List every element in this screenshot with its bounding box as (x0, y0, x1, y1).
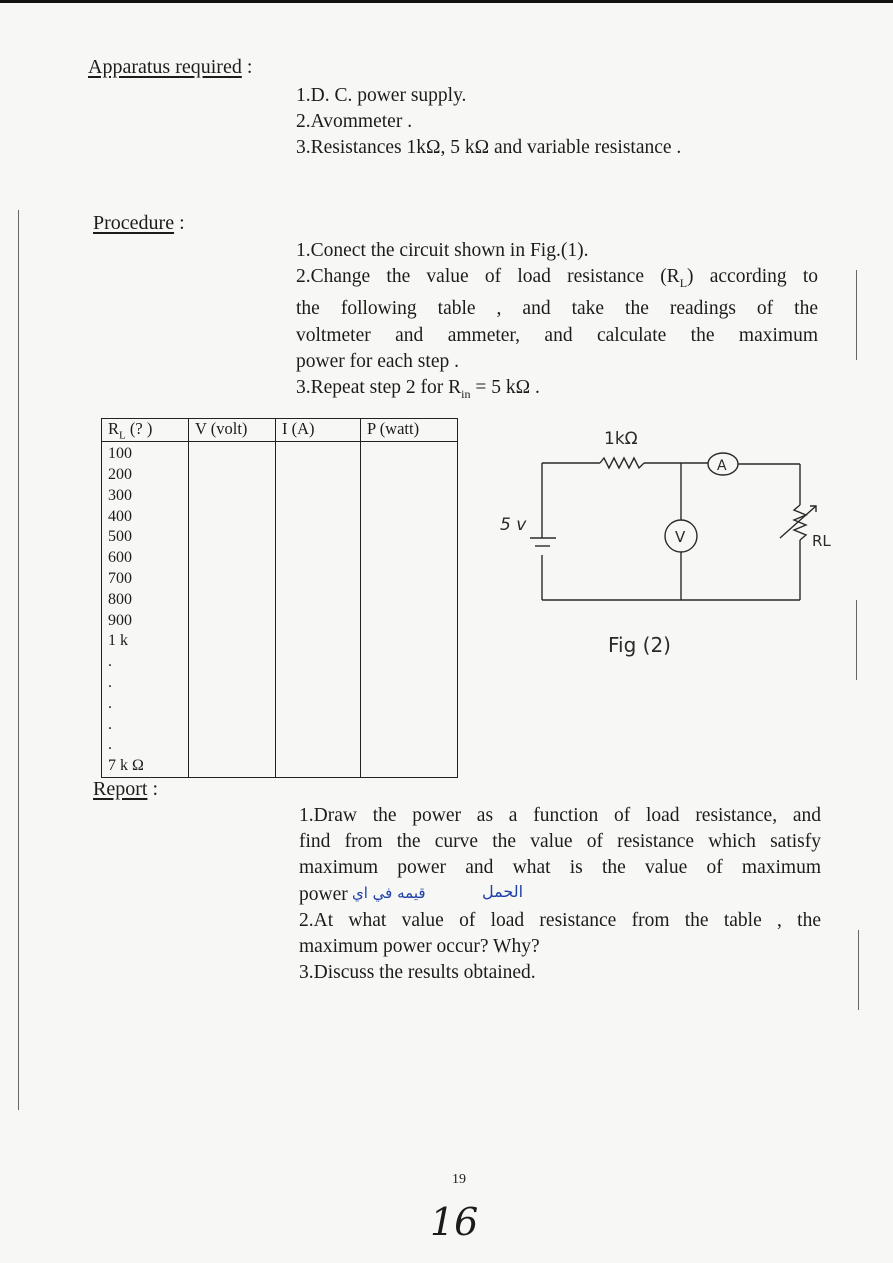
rl-column-header: $R_L$ (? ) (102, 419, 189, 442)
top-border (0, 0, 893, 3)
apparatus-list (296, 83, 681, 162)
rl-value: 800 (108, 590, 132, 608)
variable-arrow (780, 506, 816, 538)
voltage-column-header: V (volt) (189, 419, 276, 442)
handwritten-note-2: الحمل (482, 882, 524, 901)
apparatus-item: 2.Avommeter . (296, 111, 413, 133)
apparatus-item: 1.D. C. power supply. (296, 85, 467, 106)
right-scan-mark (856, 270, 857, 360)
power-column-header: P (watt) (361, 419, 458, 442)
rl-value: 700 (108, 570, 132, 588)
rl-value: 100 (108, 445, 132, 463)
rl-value: 400 (108, 507, 132, 525)
voltage-readings-cell[interactable] (189, 442, 276, 778)
resistor-1k-symbol (600, 458, 644, 468)
source-label: 5 v (500, 515, 527, 535)
rl-values-cell (102, 442, 189, 778)
ammeter-label: A (717, 458, 727, 474)
rl-value: 300 (108, 486, 132, 504)
rl-values-list (108, 442, 182, 777)
procedure-step-2-line: voltmeter and ammeter, and calculate the maximum (296, 324, 818, 346)
rl-value: 900 (108, 611, 132, 629)
right-scan-mark (858, 930, 859, 1010)
procedure-step-2-line: the following table , and take the readings of the (296, 298, 818, 320)
circuit-diagram (480, 420, 860, 670)
rl-value: . (108, 736, 112, 754)
apparatus-item: 3.Resistances 1kΩ, 5 kΩ and variable resistance . (296, 137, 682, 159)
rl-value: . (108, 653, 112, 671)
procedure-step-2-line: power for each step . (296, 350, 459, 372)
procedure-step-3: 3.Repeat step 2 for $R_{in} = 5$ kΩ . (296, 376, 540, 401)
rl-value: 600 (108, 549, 132, 567)
page-number: 19 (452, 1172, 466, 1187)
rl-value: 500 (108, 528, 132, 546)
resistor-1k-label: 1kΩ (604, 429, 638, 449)
report-item-1-line: maximum power and what is the value of maximum (299, 857, 821, 879)
rl-value: 1 k (108, 632, 128, 650)
rl-value: 200 (108, 466, 132, 484)
power-readings-cell[interactable] (361, 442, 458, 778)
apparatus-heading: Apparatus required : (88, 56, 253, 78)
current-column-header: I (A) (276, 419, 361, 442)
report-item-1: 1.Draw the power as a function of load resistance, and (299, 805, 821, 826)
current-readings-cell[interactable] (276, 442, 361, 778)
rl-value: . (108, 674, 112, 692)
report-heading: Report : (93, 778, 158, 800)
report-item-1-line: power (299, 883, 348, 905)
left-scan-edge (18, 210, 19, 1110)
readings-table (101, 418, 458, 778)
procedure-step-2: 2.Change the value of load resistance $(R_L)$ according to (296, 266, 819, 291)
load-label: RL (812, 532, 831, 550)
handwritten-page-number: 16 (430, 1200, 479, 1244)
report-item-2-line: maximum power occur? Why? (299, 936, 540, 958)
rl-value: . (108, 715, 112, 733)
handwritten-note-1: قيمه في اي (352, 884, 426, 902)
report-item-1-line: find from the curve the value of resistance which satisfy (299, 831, 821, 853)
procedure-text (296, 238, 818, 407)
report-item-3: 3.Discuss the results obtained. (299, 962, 536, 984)
voltmeter-label: V (675, 528, 686, 546)
rl-value: 7 k Ω (108, 757, 144, 775)
load-resistor-symbol (794, 505, 806, 540)
figure-caption: Fig (2) (608, 633, 671, 657)
report-item-2: 2.At what value of load resistance from the table , the (299, 909, 821, 931)
rl-value: . (108, 694, 112, 712)
procedure-heading: Procedure : (93, 212, 185, 234)
procedure-step-1: 1.Conect the circuit shown in Fig.(1). (296, 240, 589, 261)
